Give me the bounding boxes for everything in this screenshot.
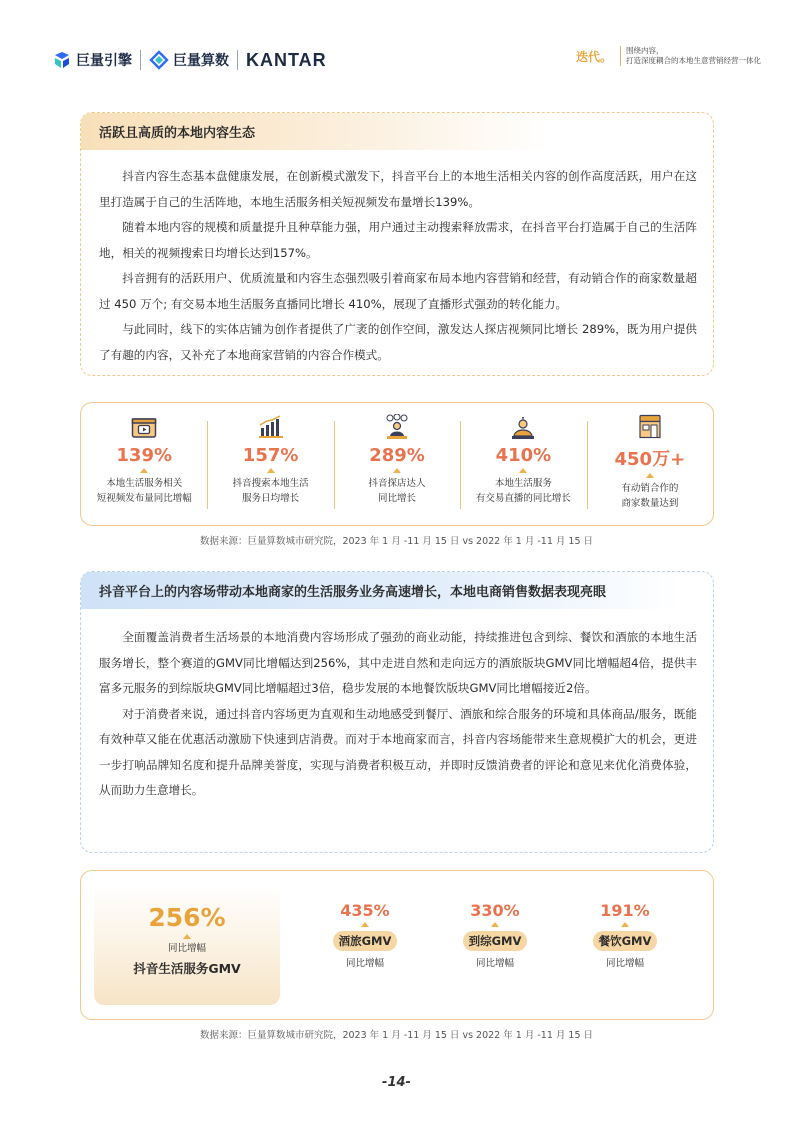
category-pill: 到综GMV xyxy=(463,931,528,951)
main-gmv-stat xyxy=(94,885,280,1005)
stat-value: 139% xyxy=(116,445,172,466)
section-local-content-ecology xyxy=(80,112,714,376)
category-pill: 餐饮GMV xyxy=(593,931,658,951)
section-title: 抖音平台上的内容场带动本地商家的生活服务业务高速增长，本地电商销售数据表现亮眼 xyxy=(81,572,681,609)
star-person-icon xyxy=(383,413,411,441)
stats-panel-content xyxy=(80,402,714,526)
data-source-note: 数据来源：巨量算数城市研究院，2023 年 1 月 -11 月 15 日 vs 2022 年 1 月 -11 月 15 日 xyxy=(199,1030,594,1041)
stat-label: 同比增幅 xyxy=(605,958,644,969)
caret-up-icon xyxy=(621,922,629,927)
stats-panel-gmv xyxy=(80,870,714,1020)
juliang-suanshu-mark-icon xyxy=(149,50,169,70)
stat-label: 短视频发布量同比增幅 xyxy=(96,493,192,504)
stat-value: 435% xyxy=(340,901,390,920)
stat-label: 本地生活服务相关 xyxy=(106,478,183,489)
caret-up-icon xyxy=(267,468,275,473)
paragraph: 全面覆盖消费者生活场景的本地消费内容场形成了强劲的商业动能，持续推进包含到综、餐饮和酒旅的本地生活服务增长，整个赛道的GMV同比增幅达到256%，其中走进自然和走向远方的酒旅版块GMV同比增幅超4倍，提供丰富多元服务的到综版块GMV同比增幅超过3倍，稳步发展的本地餐饮版块GMV同比增幅接近2倍。 xyxy=(99,630,697,695)
stat-label: 同比增长 xyxy=(378,493,417,504)
stat-item xyxy=(81,403,207,525)
paragraph: 与此同时，线下的实体店铺为创作者提供了广袤的创作空间，激发达人探店视频同比增长 289%，既为用户提供了有趣的内容，又补充了本地商家营销的内容合作模式。 xyxy=(99,322,697,362)
stat-label: 同比增幅 xyxy=(167,943,206,954)
gmv-stat-item xyxy=(445,901,545,969)
logo-divider xyxy=(140,50,141,70)
stat-value: 330% xyxy=(470,901,520,920)
storefront-icon xyxy=(636,413,664,441)
stat-value: 450万+ xyxy=(614,449,686,470)
juliang-suanshu-logo xyxy=(149,50,229,70)
gmv-stat-item xyxy=(575,901,675,969)
stat-label: 抖音探店达人 xyxy=(368,478,426,489)
stat-value: 410% xyxy=(495,445,552,466)
stat-title: 抖音生活服务GMV xyxy=(133,961,241,976)
page-header xyxy=(0,0,793,100)
section-gmv-growth xyxy=(80,571,714,853)
stat-label: 有交易直播的同比增长 xyxy=(475,493,571,504)
ocean-engine-mark-icon xyxy=(52,50,72,70)
section-body xyxy=(99,625,697,804)
stat-label: 服务日均增长 xyxy=(242,493,300,504)
partner-logos xyxy=(52,47,327,73)
caret-up-icon xyxy=(491,922,499,927)
video-play-icon xyxy=(130,413,158,441)
stat-item xyxy=(334,403,460,525)
section-body xyxy=(99,164,697,368)
paragraph: 抖音内容生态基本盘健康发展，在创新模式激发下，抖音平台上的本地生活相关内容的创作高度活跃，用户在这里打造属于自己的生活阵地，本地生活服务相关短视频发布量增长139%。 xyxy=(99,169,697,209)
paragraph: 对于消费者来说，通过抖音内容场更为直观和生动地感受到餐厅、酒旅和综合服务的环境和具体商品/服务，既能有效种草又能在优惠活动激励下快速到店消费。而对于本地商家而言，抖音内容场能带来生意规模扩大的机会，更进一步打响品牌知名度和提升品牌美誉度，实现与消费者积极互动，并即时反馈消费者的评论和意见来优化消费体验，从而助力生意增长。 xyxy=(99,706,697,797)
stat-value: 289% xyxy=(369,445,425,466)
caret-up-icon xyxy=(183,934,191,939)
tagline-line-2: 打造深度耦合的本地生意营销经营一体化 xyxy=(626,56,761,65)
stat-item xyxy=(207,403,333,525)
stat-label: 同比增幅 xyxy=(345,958,384,969)
live-host-icon xyxy=(509,413,537,441)
stat-label: 抖音搜索本地生活 xyxy=(232,478,309,489)
logo-divider xyxy=(237,50,238,70)
category-pill: 酒旅GMV xyxy=(333,931,398,951)
juliang-suanshu-text: 巨量算数 xyxy=(173,53,229,69)
caret-up-icon xyxy=(140,468,148,473)
stat-label: 有动销合作的 xyxy=(621,483,679,494)
tagline-line-1: 围绕内容， xyxy=(626,46,664,55)
tagline-keyword: 迭代。 xyxy=(575,49,612,64)
stat-label: 商家数量达到 xyxy=(621,498,679,509)
stat-label: 本地生活服务 xyxy=(494,478,552,489)
tagline-text xyxy=(620,46,761,66)
ocean-engine-text: 巨量引擎 xyxy=(76,53,132,69)
page-number: -14- xyxy=(382,1075,411,1090)
header-tagline xyxy=(576,46,761,66)
kantar-logo: KANTAR xyxy=(246,49,327,70)
caret-up-icon xyxy=(393,468,401,473)
section-title: 活跃且高质的本地内容生态 xyxy=(81,113,551,150)
stat-value: 191% xyxy=(600,901,650,920)
gmv-stat-item xyxy=(315,901,415,969)
caret-up-icon xyxy=(646,473,654,478)
stat-value: 256% xyxy=(148,903,226,932)
stat-value: 157% xyxy=(242,445,299,466)
stat-label: 同比增幅 xyxy=(475,958,514,969)
data-source-note: 数据来源：巨量算数城市研究院，2023 年 1 月 -11 月 15 日 vs 2022 年 1 月 -11 月 15 日 xyxy=(199,536,594,547)
bar-chart-icon xyxy=(257,413,285,441)
stat-item xyxy=(587,403,713,525)
paragraph: 随着本地内容的规模和质量提升且种草能力强，用户通过主动搜索释放需求，在抖音平台打造属于自己的生活阵地，相关的视频搜索日均增长达到157%。 xyxy=(99,220,697,260)
ocean-engine-logo xyxy=(52,50,132,70)
paragraph: 抖音拥有的活跃用户、优质流量和内容生态强烈吸引着商家布局本地内容营销和经营，有动销合作的商家数量超过 450 万个; 有交易本地生活服务直播同比增长 410%，展现了直播形式强劲的转化能力。 xyxy=(99,271,697,311)
caret-up-icon xyxy=(361,922,369,927)
stat-item xyxy=(460,403,586,525)
caret-up-icon xyxy=(519,468,527,473)
